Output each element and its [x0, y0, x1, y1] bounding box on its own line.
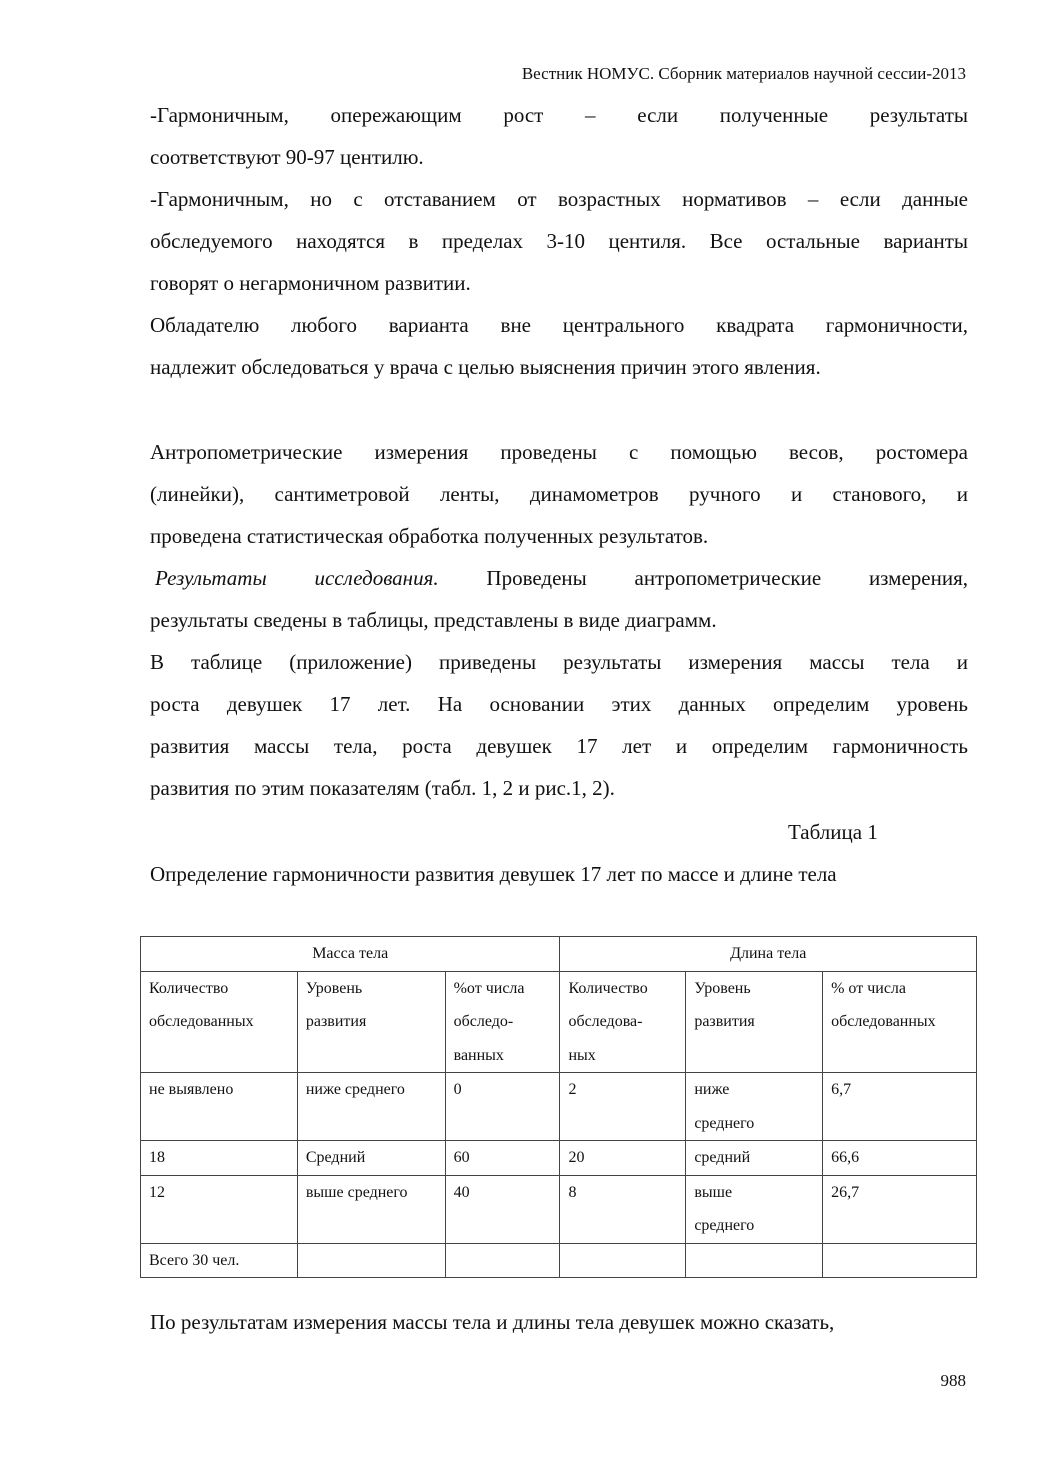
results-heading: Результаты исследования. — [155, 566, 439, 590]
text-line: проведена статистическая обработка полученных результатов. — [150, 524, 709, 548]
text-line: роста девушек 17 лет. На основании этих данных определим уровень — [150, 692, 968, 716]
cell: средний — [686, 1141, 823, 1176]
cell: 20 — [560, 1141, 686, 1176]
table-total-row — [141, 1243, 977, 1278]
group-header-length: Длина тела — [560, 937, 977, 972]
text-line — [150, 557, 968, 599]
cell — [823, 1243, 977, 1278]
cell: не выявлено — [141, 1073, 298, 1141]
cell: 6,7 — [823, 1073, 977, 1141]
text-line: развития массы тела, роста девушек 17 лет и определим гармоничность — [150, 734, 968, 758]
text-line: соответствуют 90-97 центилю. — [150, 145, 424, 169]
journal-header: Вестник НОМУС. Сборник материалов научной сессии-2013 — [521, 64, 966, 83]
table-group-header-row — [141, 937, 977, 972]
text-line: говорят о негармоничном развитии. — [150, 271, 471, 295]
harmony-table — [140, 936, 977, 1278]
cell: выше среднего — [297, 1175, 445, 1243]
cell: ниже среднего — [686, 1073, 823, 1141]
cell: 40 — [445, 1175, 560, 1243]
text-line: (линейки), сантиметровой ленты, динамометров ручного и станового, и — [150, 482, 968, 506]
text-line: развития по этим показателям (табл. 1, 2 и рис.1, 2). — [150, 776, 615, 800]
cell: 66,6 — [823, 1141, 977, 1176]
cell: 8 — [560, 1175, 686, 1243]
paragraph-block-criteria — [150, 94, 968, 388]
table-title: Определение гармоничности развития девушек 17 лет по массе и длине тела — [150, 862, 837, 886]
table-header-row — [141, 971, 977, 1073]
cell — [445, 1243, 560, 1278]
text-line: результаты сведены в таблицы, представлены в виде диаграмм. — [150, 608, 717, 632]
cell: 60 — [445, 1141, 560, 1176]
cell — [686, 1243, 823, 1278]
page-number: 988 — [940, 1371, 966, 1390]
text-line: Антропометрические измерения проведены с помощью весов, ростомера — [150, 440, 968, 464]
cell: 18 — [141, 1141, 298, 1176]
cell: 0 — [445, 1073, 560, 1141]
cell: 26,7 — [823, 1175, 977, 1243]
header-count-length: Количество обследова- ных — [560, 971, 686, 1073]
cell: Средний — [297, 1141, 445, 1176]
cell: Всего 30 чел. — [141, 1243, 298, 1278]
text-line: -Гармоничным, опережающим рост – если полученные результаты — [150, 103, 968, 127]
table-number: Таблица 1 — [788, 820, 878, 844]
text-line: Обладателю любого варианта вне центрального квадрата гармоничности, — [150, 313, 968, 337]
text-line: -Гармоничным, но с отставанием от возрастных нормативов – если данные — [150, 187, 968, 211]
closing-paragraph: По результатам измерения массы тела и длины тела девушек можно сказать, — [150, 1310, 835, 1334]
paragraph-block-methods — [150, 431, 968, 809]
table-row — [141, 1073, 977, 1141]
group-header-mass: Масса тела — [141, 937, 560, 972]
cell: 12 — [141, 1175, 298, 1243]
text-line: надлежит обследоваться у врача с целью выяснения причин этого явления. — [150, 355, 821, 379]
cell: ниже среднего — [297, 1073, 445, 1141]
cell: выше среднего — [686, 1175, 823, 1243]
header-level: Уровень развития — [297, 971, 445, 1073]
header-percent-length: % от числа обследованных — [823, 971, 977, 1073]
table-row — [141, 1175, 977, 1243]
text-line: В таблице (приложение) приведены результаты измерения массы тела и — [150, 650, 968, 674]
table-row — [141, 1141, 977, 1176]
cell: 2 — [560, 1073, 686, 1141]
text-line: обследуемого находятся в пределах 3-10 центиля. Все остальные варианты — [150, 229, 968, 253]
cell — [560, 1243, 686, 1278]
cell — [297, 1243, 445, 1278]
header-percent: %от числа обследо- ванных — [445, 971, 560, 1073]
text-fragment: Проведены антропометрические измерения, — [486, 566, 969, 590]
header-level-length: Уровень развития — [686, 971, 823, 1073]
header-count: Количество обследованных — [141, 971, 298, 1073]
